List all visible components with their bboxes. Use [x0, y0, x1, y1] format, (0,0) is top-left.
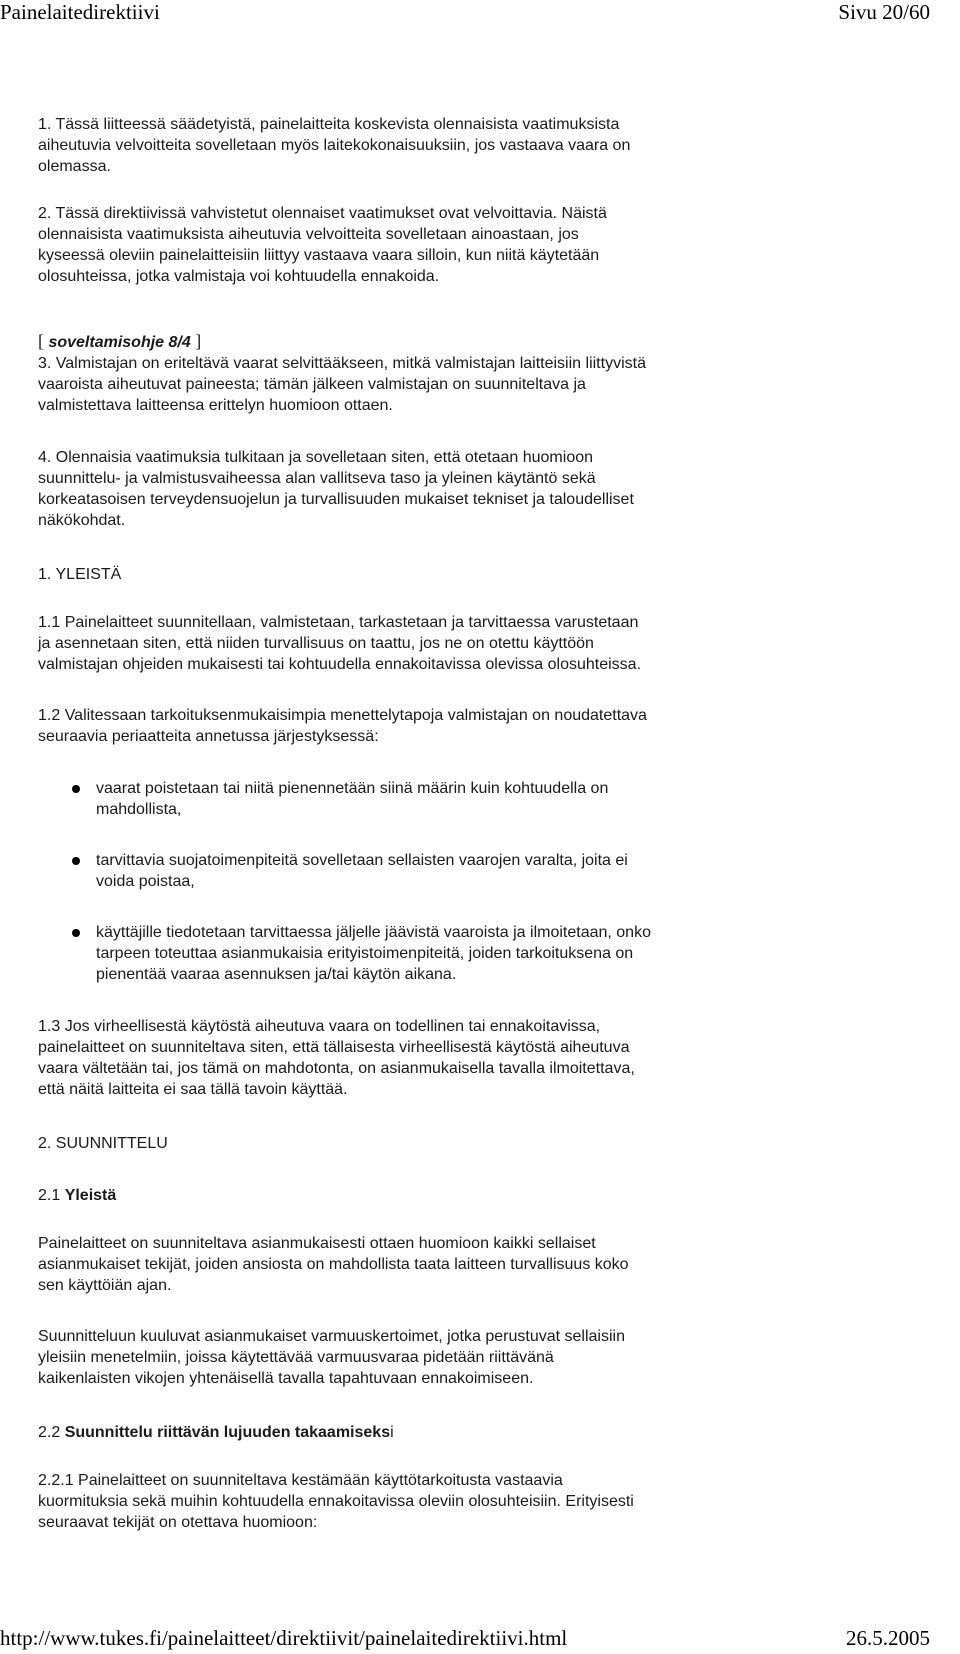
heading-suunnittelu: 2. SUUNNITTELU	[38, 1135, 168, 1152]
page-footer	[0, 1626, 930, 1651]
page-number: Sivu 20/60	[838, 0, 930, 24]
paragraph-2-1-a: Painelaitteet on suunniteltava asianmukaisesti ottaen huomioon kaikki sellaiset asianmukaiset tekijät, joiden ansiosta on mahdollista taata laitteen turvallisuus koko sen käyttöiän ajan.	[38, 1235, 629, 1294]
document-title: Painelaitedirektiivi	[0, 0, 160, 24]
bullet-icon	[72, 929, 80, 937]
bracket-close: ]	[195, 331, 202, 351]
paragraph-1: 1. Tässä liitteessä säädetyistä, painelaitteita koskevista olennaisista vaatimuksista aiheutuvia velvoitteita sovelletaan myös laitekokonaisuuksiin, jos vastaava vaara on olemassa.	[38, 116, 631, 175]
paragraph-1-2: 1.2 Valitessaan tarkoituksenmukaisimpia menettelytapoja valmistajan on noudatettava seuraavia periaatteita annetussa järjestyksessä:	[38, 707, 647, 745]
bullet-icon	[72, 857, 80, 865]
bullet-icon	[72, 785, 80, 793]
paragraph-1-3: 1.3 Jos virheellisestä käytöstä aiheutuva vaara on todellinen tai ennakoitavissa, painelaitteet on suunniteltava siten, että tällaisesta virheellisestä käytöstä aiheutuva vaara vältetään tai, jos tämä on mahdotonta, on asianmukaisella tavalla ilmoitettava, että näitä laitteita ei saa tällä tavoin käyttää.	[38, 1018, 635, 1098]
page-header	[0, 0, 930, 25]
bracket-open: [	[38, 331, 44, 351]
paragraph-4: 4. Olennaisia vaatimuksia tulkitaan ja sovelletaan siten, että otetaan huomioon suunnittelu- ja valmistusvaiheessa alan vallitseva taso ja yleinen käytäntö sekä korkeatasoisen terveydensuojelun ja turvallisuuden mukaiset tekniset ja taloudelliset näkökohdat.	[38, 449, 634, 529]
guidance-link[interactable]: soveltamisohje 8/4	[48, 334, 191, 351]
paragraph-2-2-1: 2.2.1 Painelaitteet on suunniteltava kestämään käyttötarkoitusta vastaavia kuormituksia sekä muihin kohtuudella ennakoitavissa oleviin olosuhteisiin. Erityisesti seuraavat tekijät on otettava huomioon:	[38, 1472, 634, 1531]
heading-2-2: 2.2 Suunnittelu riittävän lujuuden takaamiseksi	[38, 1424, 394, 1441]
guidance-note	[38, 331, 201, 353]
paragraph-2: 2. Tässä direktiivissä vahvistetut olennaiset vaatimukset ovat velvoittavia. Näistä olennaisista vaatimuksista aiheutuvia velvoitteita sovelletaan ainoastaan, jos kyseessä oleviin painelaitteisiin liittyy vastaava vaara silloin, kun niitä käytetään olosuhteissa, jotka valmistaja voi kohtuudella ennakoida.	[38, 205, 607, 285]
paragraph-1-1: 1.1 Painelaitteet suunnitellaan, valmistetaan, tarkastetaan ja tarvittaessa varustetaan ja asennetaan siten, että niiden turvallisuus on taattu, jos ne on otettu käyttöön valmistajan ohjeiden mukaisesti tai kohtuudella ennakoitavissa olevissa olosuhteissa.	[38, 614, 642, 673]
paragraph-2-1-b: Suunnitteluun kuuluvat asianmukaiset varmuuskertoimet, jotka perustuvat sellaisiin yleisiin menetelmiin, joissa käytettävää varmuusvaraa pidetään riittävänä kaikenlaisten vikojen yhtenäisellä tavalla tapahtuvaan ennakoimiseen.	[38, 1328, 625, 1387]
heading-2-1: 2.1 Yleistä	[38, 1187, 117, 1204]
heading-yleista: 1. YLEISTÄ	[38, 566, 122, 583]
paragraph-3: 3. Valmistajan on eriteltävä vaarat selvittääkseen, mitkä valmistajan laitteisiin liittyvistä vaaroista aiheutuvat paineesta; tämän jälkeen valmistajan on suunniteltava ja valmistettava laitteensa erittelyn huomioon ottaen.	[38, 355, 646, 414]
print-date: 26.5.2005	[846, 1626, 930, 1650]
source-url: http://www.tukes.fi/painelaitteet/direktiivit/painelaitedirektiivi.html	[0, 1626, 568, 1650]
